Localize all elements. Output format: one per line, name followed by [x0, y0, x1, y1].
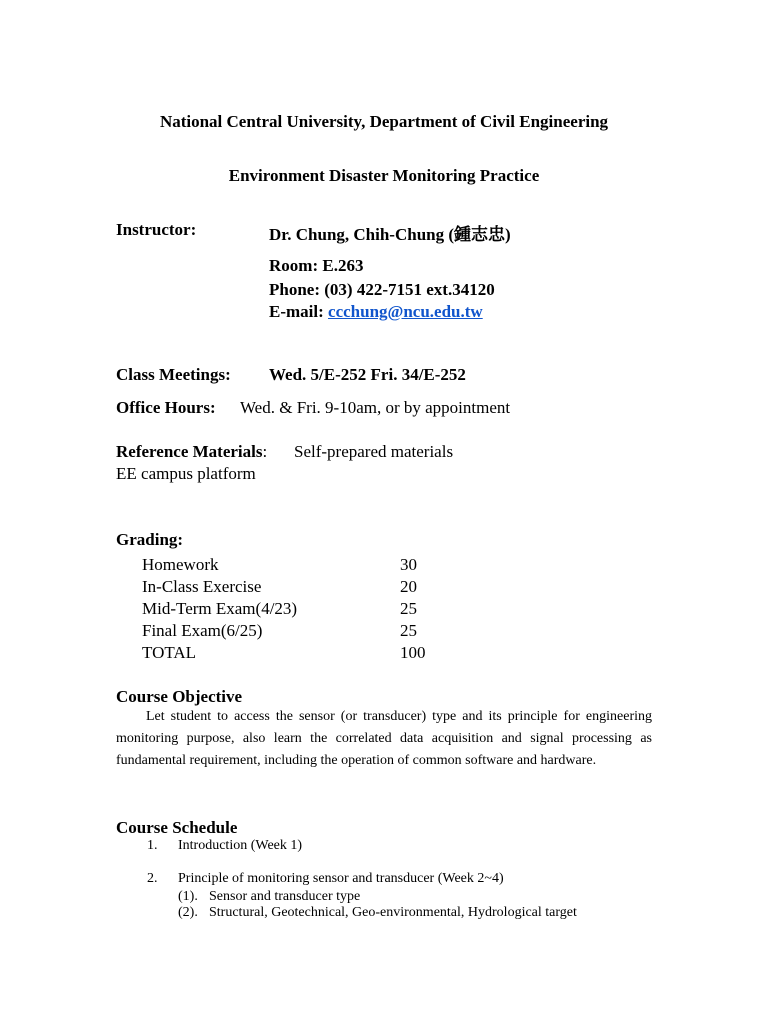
- schedule-heading: Course Schedule: [116, 818, 238, 837]
- class-meetings-label: Class Meetings:: [116, 365, 231, 384]
- reference-value: Self-prepared materials: [294, 442, 454, 461]
- grading-item-name: TOTAL: [142, 643, 197, 662]
- objective-text: Let student to access the sensor (or transducer) type and its principle for engineering monitoring purpose, also learn the correlated data acquisition and signal processing as fundamental requirement, including the operation of common software and hardware.: [116, 709, 652, 768]
- email-link[interactable]: ccchung@ncu.edu.tw: [328, 302, 483, 321]
- grading-item-points: 100: [400, 643, 426, 662]
- reference-line: [116, 442, 267, 462]
- room-value: E.263: [322, 256, 364, 275]
- schedule-item-text: Principle of monitoring sensor and transducer (Week 2~4): [178, 871, 504, 886]
- grading-item-points: 20: [400, 577, 417, 596]
- room-line: [269, 256, 363, 276]
- grading-item-name: Mid-Term Exam(4/23): [142, 599, 298, 618]
- office-hours-value: Wed. & Fri. 9-10am, or by appointment: [240, 398, 511, 417]
- course-title: Environment Disaster Monitoring Practice: [228, 166, 540, 185]
- phone-value: (03) 422-7151 ext.34120: [324, 280, 495, 299]
- grading-item-name: Homework: [142, 555, 219, 574]
- room-label: Room:: [269, 256, 319, 275]
- grading-item-name: In-Class Exercise: [142, 577, 262, 596]
- grading-item-points: 25: [400, 621, 417, 640]
- grading-item-name: Final Exam(6/25): [142, 621, 263, 640]
- grading-item-points: 25: [400, 599, 417, 618]
- instructor-label: Instructor:: [116, 220, 197, 239]
- schedule-item-number: 2.: [147, 871, 158, 886]
- schedule-item-text: Introduction (Week 1): [178, 838, 303, 853]
- schedule-subitem-text: Structural, Geotechnical, Geo-environmental, Hydrological target: [209, 905, 577, 920]
- email-line: [269, 302, 483, 322]
- grading-heading: Grading:: [116, 530, 184, 549]
- university-title: National Central University, Department of Civil Engineering: [159, 112, 609, 131]
- reference-line2: EE campus platform: [116, 464, 256, 483]
- office-hours-label: Office Hours:: [116, 398, 216, 417]
- schedule-subitem-number: (2).: [178, 905, 198, 920]
- schedule-subitem-number: (1).: [178, 889, 198, 904]
- objective-paragraph: [116, 706, 652, 772]
- class-meetings-value: Wed. 5/E-252 Fri. 34/E-252: [269, 365, 466, 384]
- phone-line: [269, 280, 495, 300]
- email-label: E-mail:: [269, 302, 324, 321]
- objective-heading: Course Objective: [116, 687, 243, 706]
- instructor-name: Dr. Chung, Chih-Chung (鍾志忠): [269, 225, 511, 244]
- phone-label: Phone:: [269, 280, 320, 299]
- schedule-subitem-text: Sensor and transducer type: [209, 889, 361, 904]
- grading-item-points: 30: [400, 555, 417, 574]
- reference-label: Reference Materials: [116, 442, 263, 461]
- schedule-item-number: 1.: [147, 838, 158, 853]
- reference-colon: :: [262, 442, 268, 461]
